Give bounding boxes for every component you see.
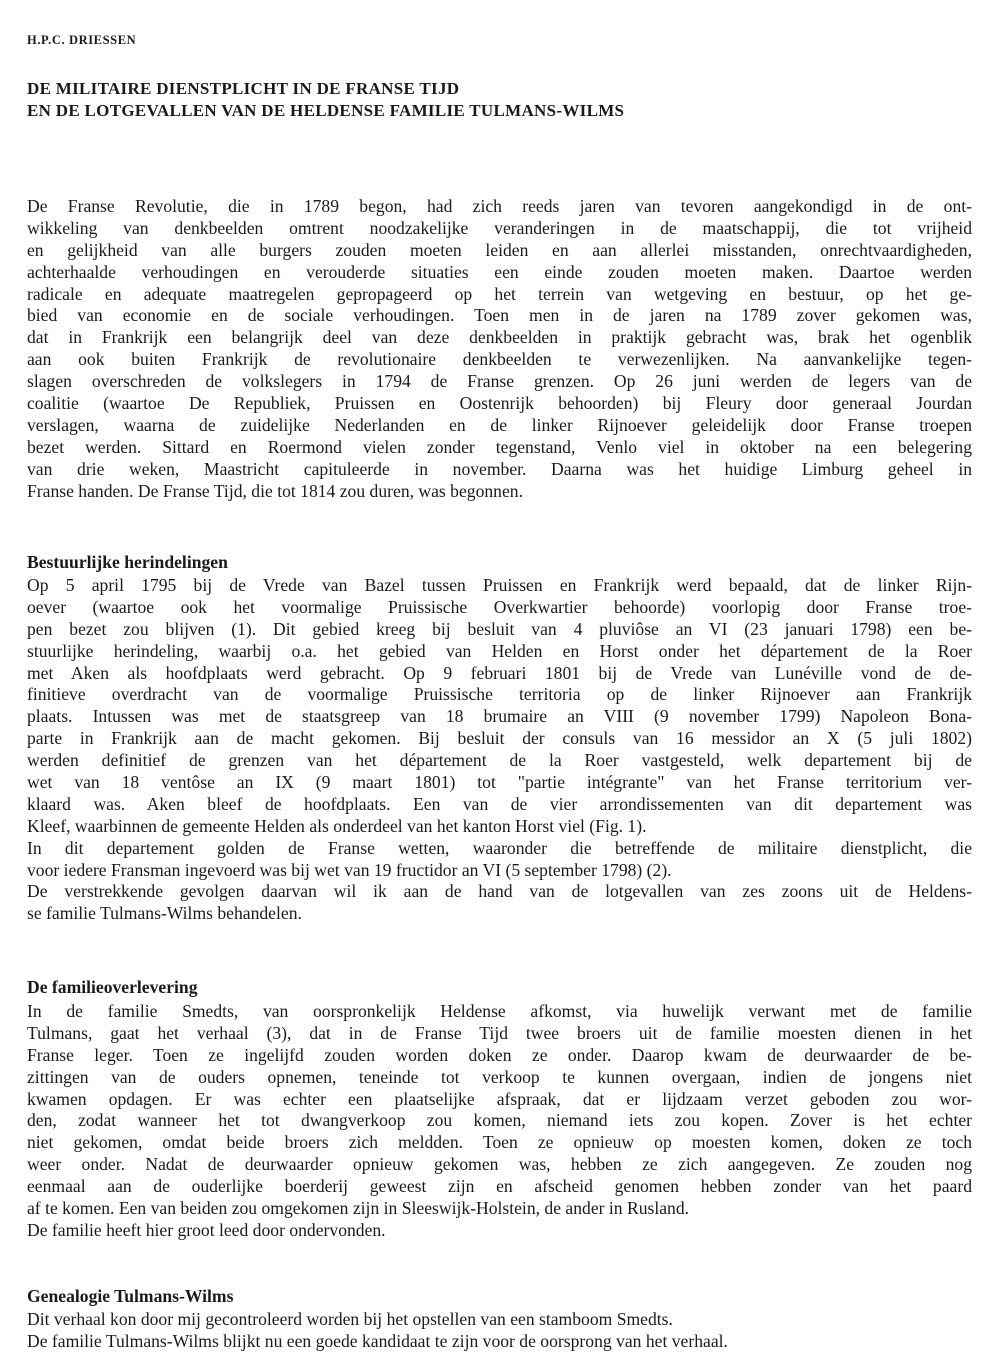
text-line: pen bezet zou blijven (1). Dit gebied kreeg bij besluit van 4 pluviôse an VI (23 januari 1798) een be- — [27, 618, 972, 639]
text-line: voor iedere Fransman ingevoerd was bij wet van 19 fructidor an VI (5 september 1798) (2). — [27, 859, 672, 880]
section-heading-familieoverlevering: De familieoverlevering — [27, 977, 198, 997]
section-heading-bestuurlijke-herindelingen: Bestuurlijke herindelingen — [27, 552, 228, 572]
text-line: stuurlijke herindeling, waarbij o.a. het gebied van Helden en Horst onder het département de la Roer — [27, 640, 972, 661]
text-line: Kleef, waarbinnen de gemeente Helden als onderdeel van het kanton Horst viel (Fig. 1). — [27, 815, 647, 836]
article-title — [27, 78, 624, 122]
section-body-familieoverlevering — [27, 1001, 972, 1242]
intro-paragraph — [27, 196, 972, 502]
text-line: In dit departement golden de Franse wetten, waaronder die betreffende de militaire dienstplicht, die — [27, 837, 972, 858]
text-line: en gelijkheid van alle burgers zouden moeten leiden en aan allerlei misstanden, onrechtvaardigheden, — [27, 239, 972, 260]
text-line: den, zodat wanneer het tot dwangverkoop zou komen, niemand iets zou kopen. Zover is het echter — [27, 1110, 972, 1131]
text-line: coalitie (waartoe De Republiek, Pruissen en Oostenrijk behoorden) bij Fleury door generaal Jourdan — [27, 393, 972, 414]
text-line: zittingen van de ouders opnemen, teneinde tot verkoop te kunnen overgaan, indien de jongens niet — [27, 1066, 972, 1087]
text-line: finitieve overdracht van de voormalige Pruissische territoria op de linker Rijnoever aan Frankrijk — [27, 684, 972, 705]
text-line: van drie weken, Maastricht capituleerde in november. Daarna was het huidige Limburg geheel in — [27, 458, 972, 479]
section-body-bestuurlijke-herindelingen — [27, 575, 972, 925]
text-line: niet gekomen, omdat beide broers zich meldden. Toen ze opnieuw op moesten komen, doken ze toch — [27, 1132, 972, 1153]
text-line: In de familie Smedts, van oorspronkelijk Heldense afkomst, via huwelijk verwant met de familie — [27, 1001, 972, 1021]
text-line: De familie Tulmans-Wilms blijkt nu een goede kandidaat te zijn voor de oorsprong van het verhaal. — [27, 1330, 728, 1351]
text-line: kwamen opdagen. Er was echter een plaatselijke afspraak, dat er lijdzaam verzet geboden zou wor- — [27, 1088, 972, 1109]
text-line: verslagen, waarna de zuidelijke Nederlanden en de linker Rijnoever geleidelijk door Franse troepen — [27, 414, 972, 435]
text-line: se familie Tulmans-Wilms behandelen. — [27, 903, 302, 924]
text-line: bied van economie en de sociale verhoudingen. Toen men in de jaren na 1789 zover gekomen was, — [27, 305, 972, 326]
text-line: eenmaal aan de ouderlijke boerderij geweest zijn en afscheid genomen hebben zonder van het paard — [27, 1176, 972, 1197]
text-line: aan ook buiten Frankrijk de revolutionaire denkbeelden te verwezenlijken. Na aanvankelijke tegen- — [27, 349, 972, 370]
author-name: H.P.C. DRIESSEN — [27, 33, 137, 47]
text-line: De familie heeft hier groot leed door ondervonden. — [27, 1219, 386, 1240]
text-line: werden definitief de grenzen van het département de la Roer vastgesteld, welk departement bij de — [27, 750, 972, 771]
text-line: af te komen. Een van beiden zou omgekomen zijn in Sleeswijk-Holstein, de ander in Rusland. — [27, 1198, 690, 1219]
text-line: wet van 18 ventôse an IX (9 maart 1801) tot "partie intégrante" van het Franse territorium ver- — [27, 772, 972, 793]
text-line: Franse leger. Toen ze ingelijfd zouden worden doken ze onder. Daarop kwam de deurwaarder de be- — [27, 1044, 972, 1065]
section-heading-genealogie: Genealogie Tulmans-Wilms — [27, 1286, 234, 1306]
section-body-genealogie — [27, 1309, 972, 1353]
text-line: klaard was. Aken bleef de hoofdplaats. Een van de vier arrondissementen van dit departement was — [27, 793, 972, 814]
text-line: oever (waartoe ook het voormalige Pruissische Overkwartier behoorde) voorlopig door Franse troe- — [27, 596, 972, 617]
text-line: Dit verhaal kon door mij gecontroleerd worden bij het opstellen van een stamboom Smedts. — [27, 1309, 673, 1329]
text-line: Op 5 april 1795 bij de Vrede van Bazel tussen Pruissen en Frankrijk werd bepaald, dat de linker Rijn- — [27, 575, 972, 595]
text-line: De Franse Revolutie, die in 1789 begon, had zich reeds jaren van tevoren aangekondigd in de ont- — [27, 196, 972, 216]
text-line: bezet werden. Sittard en Roermond vielen zonder tegenstand, Venlo viel in oktober na een belegering — [27, 436, 972, 457]
text-line: wikkeling van denkbeelden omtrent noodzakelijke veranderingen in de maatschappij, die tot vrijheid — [27, 217, 972, 238]
text-line: met Aken als hoofdplaats werd gebracht. Op 9 februari 1801 bij de Vrede van Lunéville vond de de- — [27, 662, 972, 683]
text-line: Tulmans, gaat het verhaal (3), dat in de Franse Tijd twee broers uit de familie moesten dienen in het — [27, 1022, 972, 1043]
title-line: EN DE LOTGEVALLEN VAN DE HELDENSE FAMILIE TULMANS-WILMS — [27, 101, 625, 120]
text-line: De verstrekkende gevolgen daarvan wil ik aan de hand van de lotgevallen van zes zoons uit de Heldens- — [27, 881, 972, 902]
text-line: weer onder. Nadat de deurwaarder opnieuw gekomen was, hebben ze zich aangegeven. Ze zouden nog — [27, 1154, 972, 1175]
text-line: dat in Frankrijk een belangrijk deel van deze denkbeelden in praktijk gebracht was, brak het ogenblik — [27, 327, 972, 348]
text-line: slagen overschreden de volkslegers in 1794 de Franse grenzen. Op 26 juni werden de legers van de — [27, 371, 972, 392]
text-line: parte in Frankrijk aan de macht gekomen. Bij besluit der consuls van 16 messidor an X (5 juli 1802) — [27, 728, 972, 749]
text-line: plaats. Intussen was met de staatsgreep van 18 brumaire an VIII (9 november 1799) Napoleon Bona- — [27, 706, 972, 727]
text-line: radicale en adequate maatregelen gepropageerd op het terrein van wetgeving en bestuur, op het ge- — [27, 283, 972, 304]
title-line: DE MILITAIRE DIENSTPLICHT IN DE FRANSE TIJD — [27, 79, 460, 98]
text-line: achterhaalde verhoudingen en verouderde situaties een einde zouden moeten maken. Daartoe werden — [27, 261, 972, 282]
text-line: Franse handen. De Franse Tijd, die tot 1814 zou duren, was begonnen. — [27, 480, 523, 501]
